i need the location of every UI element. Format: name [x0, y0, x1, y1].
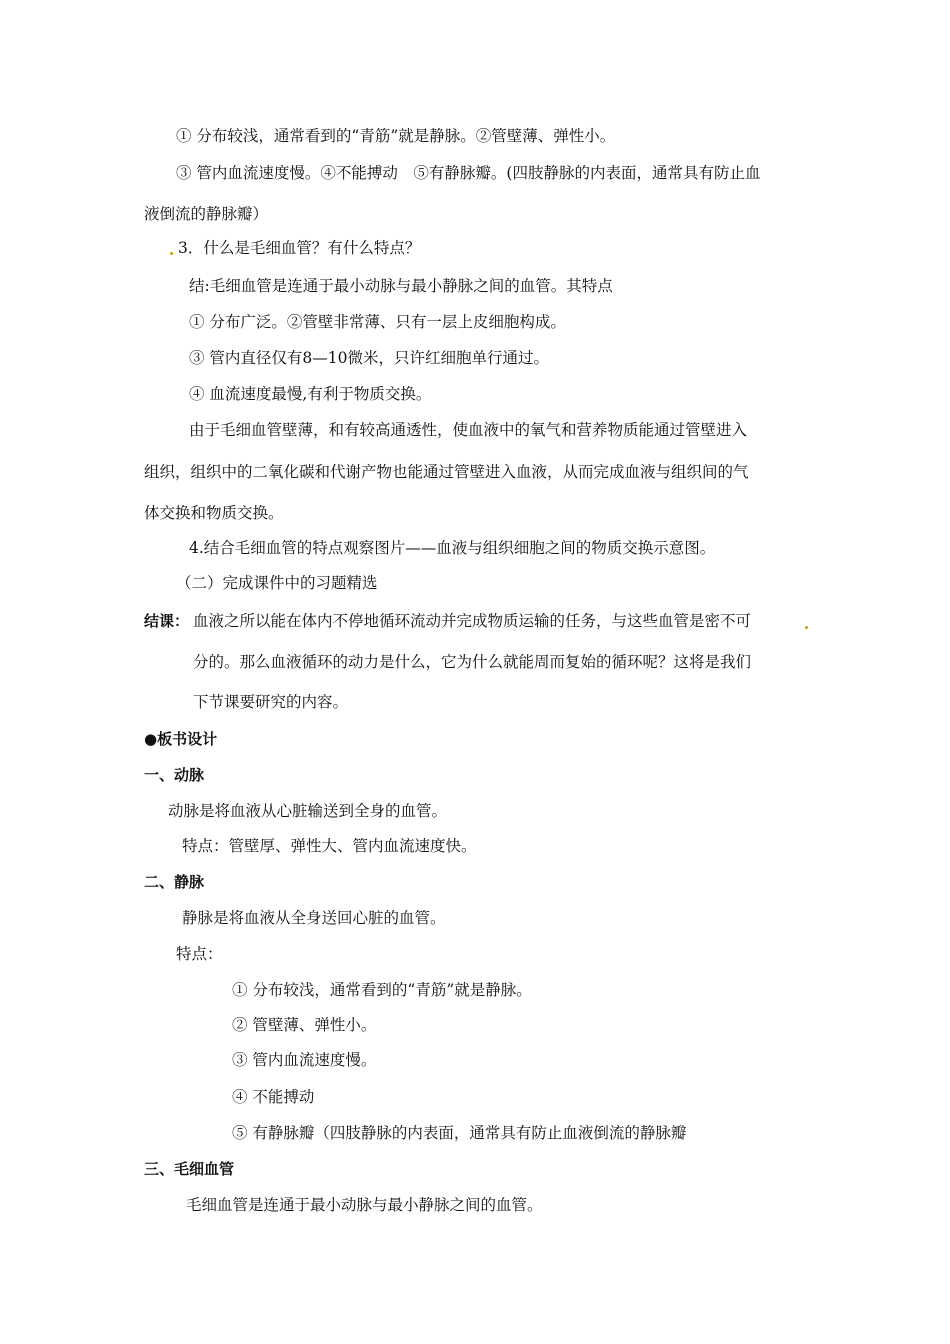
- item-4: 4.结合毛细血管的特点观察图片——血液与组织细胞之间的物质交换示意图。: [189, 539, 716, 557]
- vein-features-label: 特点：: [176, 945, 223, 963]
- conclusion-label: 结课：: [144, 612, 190, 630]
- artery-heading: 一、动脉: [144, 766, 205, 784]
- capillary-feature-3: ③ 管内直径仅有8—10微米，只许红细胞单行通过。: [189, 349, 550, 367]
- vein-heading: 二、静脉: [144, 873, 205, 891]
- artery-definition: 动脉是将血液从心脏输送到全身的血管。: [168, 802, 448, 820]
- capillary-definition: 毛细血管是连通于最小动脉与最小静脉之间的血管。: [186, 1196, 543, 1214]
- capillary-heading: 三、毛细血管: [144, 1160, 235, 1178]
- capillary-feature-4: ④ 血流速度最慢,有利于物质交换。: [189, 385, 432, 403]
- section-exercises: （二）完成课件中的习题精选: [176, 574, 378, 592]
- decorative-dot: [805, 626, 808, 629]
- capillary-answer: 结:毛细血管是连通于最小动脉与最小静脉之间的血管。其特点: [189, 277, 613, 295]
- capillary-paragraph-line-3: 体交换和物质交换。: [144, 504, 284, 522]
- vein-features-line-3: 液倒流的静脉瓣）: [144, 205, 269, 223]
- vein-feature-item: ④ 不能搏动: [232, 1088, 315, 1106]
- capillary-paragraph-line-2: 组织，组织中的二氧化碳和代谢产物也能通过管壁进入血液，从而完成血液与组织间的气: [144, 463, 749, 481]
- vein-definition: 静脉是将血液从全身送回心脏的血管。: [182, 909, 446, 927]
- artery-features: 特点：管壁厚、弹性大、管内血流速度快。: [182, 837, 477, 855]
- vein-features-line-2: ③ 管内血流速度慢。④不能搏动 ⑤有静脉瓣。(四肢静脉的内表面，通常具有防止血: [176, 164, 761, 182]
- vein-feature-item: ③ 管内血流速度慢。: [232, 1051, 377, 1069]
- question-3: 3．什么是毛细血管？有什么特点？: [178, 239, 421, 257]
- capillary-paragraph-line-1: 由于毛细血管壁薄，和有较高通透性，使血液中的氧气和营养物质能通过管壁进入: [189, 421, 748, 439]
- decorative-dot: [170, 252, 173, 255]
- conclusion-line-1: 血液之所以能在体内不停地循环流动并完成物质运输的任务，与这些血管是密不可: [193, 612, 752, 630]
- conclusion-line-2: 分的。那么血液循环的动力是什么，它为什么就能周而复始的循环呢？这将是我们: [193, 653, 752, 671]
- board-design-heading: ●板书设计: [144, 730, 218, 748]
- vein-feature-item: ① 分布较浅，通常看到的“青筋”就是静脉。: [232, 981, 532, 999]
- vein-feature-item: ⑤ 有静脉瓣（四肢静脉的内表面，通常具有防止血液倒流的静脉瓣: [232, 1124, 687, 1142]
- vein-feature-item: ② 管壁薄、弹性小。: [232, 1016, 377, 1034]
- conclusion-line-3: 下节课要研究的内容。: [193, 693, 349, 711]
- vein-features-line-1: ① 分布较浅，通常看到的“青筋”就是静脉。②管壁薄、弹性小。: [176, 127, 616, 145]
- capillary-feature-1: ① 分布广泛。②管壁非常薄、只有一层上皮细胞构成。: [189, 313, 566, 331]
